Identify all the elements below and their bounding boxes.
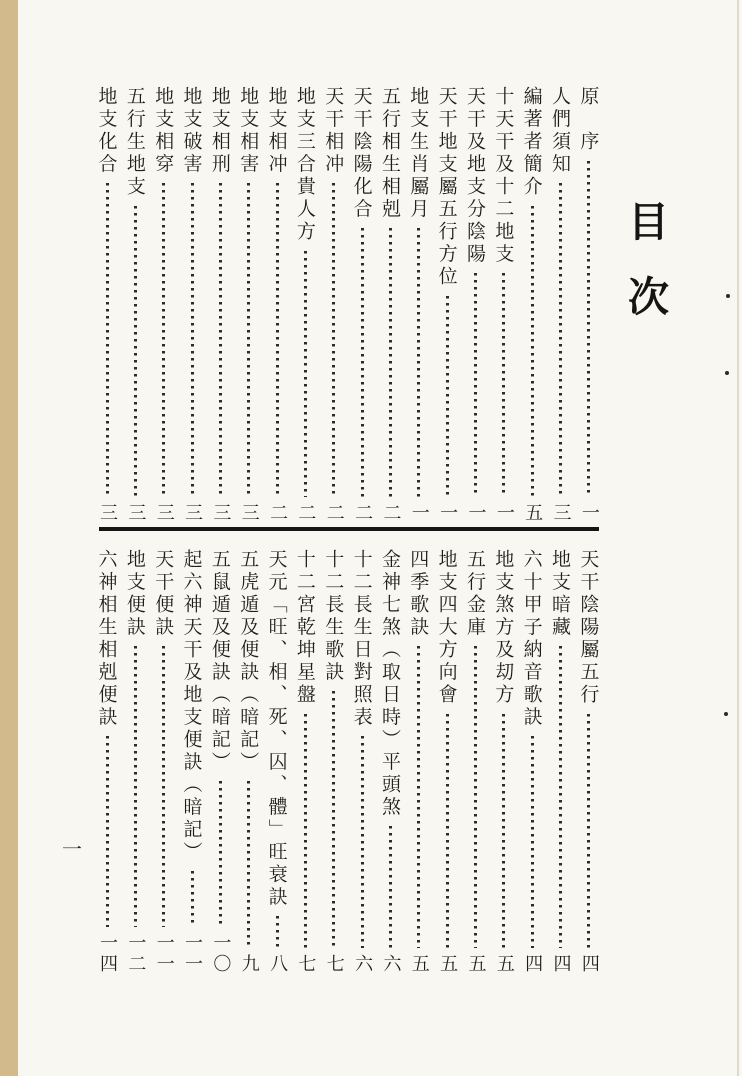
- toc-entry-page-number: 五: [493, 954, 515, 975]
- dotted-leader: [134, 206, 137, 498]
- toc-entry: [576, 549, 602, 975]
- toc-entry-page-number: 三: [238, 503, 260, 524]
- toc-entry-page-number: 五: [408, 954, 430, 975]
- toc-entry-page-number: 三: [550, 503, 572, 524]
- dotted-leader: [502, 273, 505, 497]
- toc-entry-title: 起六神天干及地支便訣（暗記）: [180, 549, 203, 864]
- dotted-leader: [162, 183, 165, 497]
- toc-entry: [94, 86, 120, 524]
- toc-entry: [548, 549, 574, 975]
- dotted-leader: [361, 736, 364, 948]
- toc-entry-title: 地支三合貴人方: [293, 86, 316, 244]
- dotted-leader: [389, 826, 392, 948]
- toc-entry-page-number: 三: [97, 503, 118, 524]
- toc-entry-page-number: 七: [295, 954, 317, 975]
- toc-entry-page-number: 一: [408, 503, 430, 524]
- dotted-leader: [474, 646, 477, 948]
- toc-entry: [377, 86, 403, 524]
- toc-entry-page-number: 二: [380, 503, 402, 524]
- toc-entry-title: 十二長生日對照表: [350, 549, 373, 729]
- toc-block-bottom: [94, 549, 602, 975]
- toc-entry: [264, 549, 290, 975]
- dotted-leader: [219, 183, 222, 497]
- toc-entry-page-number: 一: [437, 503, 459, 524]
- dotted-leader: [247, 183, 250, 497]
- toc-entry: [292, 549, 318, 975]
- toc-entry-page-number: 三: [210, 503, 232, 524]
- toc-entry-page-number: 九: [238, 954, 260, 975]
- dotted-leader: [446, 714, 449, 949]
- toc-entry-title: 五行相生相剋: [378, 86, 401, 221]
- dotted-leader: [531, 206, 534, 498]
- toc-entry-title: 人們須知: [549, 86, 571, 176]
- toc-entry-title: 地支便訣: [123, 549, 146, 639]
- toc-entry: [122, 86, 148, 524]
- toc-entry: [236, 549, 262, 975]
- section-divider-rule: [99, 527, 599, 531]
- toc-entry-title: 天干及地支分陰陽: [463, 86, 486, 266]
- toc-entry-title: 五鼠遁及便訣（暗記）: [208, 549, 231, 774]
- toc-entry: [349, 86, 375, 524]
- toc-entry-title: 十二長生歌訣: [322, 549, 345, 684]
- toc-entry-title: 四季歌訣: [407, 549, 430, 639]
- toc-entry-title: 天干陰陽屬五行: [577, 549, 600, 707]
- toc-entry: [406, 86, 432, 524]
- toc-entry-title: 地支破害: [180, 86, 203, 176]
- toc-entry-title: 五行生地支: [123, 86, 146, 199]
- toc-entry: [434, 549, 460, 975]
- toc-entry: [236, 86, 262, 524]
- page-title: 目次: [621, 200, 669, 350]
- toc-entry-title: 地支相害: [237, 86, 260, 176]
- dotted-leader: [332, 183, 335, 497]
- toc-entry-page-number: 八: [267, 954, 289, 975]
- folio-page-number: 一: [62, 837, 82, 861]
- dotted-leader: [219, 781, 222, 927]
- dotted-leader: [332, 691, 335, 948]
- dotted-leader: [587, 161, 590, 498]
- toc-entry-page-number: 一: [493, 503, 515, 524]
- toc-entry-title: 天干地支屬五行方位: [435, 86, 458, 289]
- dotted-leader: [134, 646, 137, 927]
- toc-entry-page-number: 五: [465, 954, 487, 975]
- toc-entry-title: 地支化合: [95, 86, 118, 176]
- toc-entry-title: 地支相冲: [265, 86, 288, 176]
- dotted-leader: [191, 183, 194, 497]
- toc-entry-page-number: 二: [323, 503, 345, 524]
- toc-entry-page-number: 一二: [125, 933, 147, 975]
- toc-entry: [434, 86, 460, 524]
- toc-entry-page-number: 一一: [182, 933, 204, 975]
- dotted-leader: [587, 714, 590, 949]
- ink-speck: [726, 294, 730, 298]
- toc-entry-title: 編著者簡介: [520, 86, 543, 199]
- toc-entry: [207, 549, 233, 975]
- toc-entry: [179, 86, 205, 524]
- toc-entry-page-number: 六: [352, 954, 374, 975]
- toc-entry-title: 地支生肖屬月: [407, 86, 430, 221]
- dotted-leader: [276, 916, 279, 948]
- toc-entry-page-number: 五: [522, 503, 544, 524]
- toc-entry-page-number: 三: [125, 503, 147, 524]
- toc-entry-title: 地支煞方及刧方: [492, 549, 515, 707]
- toc-entry-title: 金神七煞（取日時）平頭煞: [378, 549, 401, 819]
- dotted-leader: [531, 736, 534, 948]
- toc-entry: [548, 86, 574, 524]
- toc-entry-page-number: 四: [578, 954, 600, 975]
- dotted-leader: [446, 296, 449, 498]
- toc-entry: [151, 549, 177, 975]
- toc-entry: [576, 86, 602, 524]
- toc-entry-title: 六十甲子納音歌訣: [520, 549, 543, 729]
- toc-block-top: [94, 86, 602, 524]
- dotted-leader: [559, 183, 562, 497]
- toc-entry-title: 天干相冲: [322, 86, 345, 176]
- dotted-leader: [474, 273, 477, 497]
- toc-entry: [292, 86, 318, 524]
- toc-entry-title: 地支相刑: [208, 86, 231, 176]
- toc-entry: [349, 549, 375, 975]
- dotted-leader: [162, 646, 165, 927]
- toc-entry: [122, 549, 148, 975]
- toc-entry-page-number: 一: [465, 503, 487, 524]
- toc-entry: [519, 86, 545, 524]
- ink-speck: [724, 712, 728, 716]
- toc-entry-title: 天元「旺、相、死、囚、體」旺衰訣: [265, 549, 288, 909]
- toc-entry: [491, 86, 517, 524]
- toc-entry-title: 地支相穿: [152, 86, 175, 176]
- dotted-leader: [106, 183, 109, 497]
- toc-entry-page-number: 六: [380, 954, 402, 975]
- toc-entry: [406, 549, 432, 975]
- dotted-leader: [304, 251, 307, 498]
- dotted-leader: [417, 646, 420, 948]
- toc-entry-page-number: 三: [182, 503, 204, 524]
- dotted-leader: [191, 871, 194, 927]
- toc-entry-title: 地支四大方向會: [435, 549, 458, 707]
- toc-entry: [179, 549, 205, 975]
- toc-entry-title: 十天干及十二地支: [492, 86, 515, 266]
- toc-entry: [94, 549, 120, 975]
- toc-entry-page-number: 二: [352, 503, 374, 524]
- toc-entry-title: 原 序: [577, 86, 600, 154]
- dotted-leader: [106, 736, 109, 927]
- toc-entry-title: 地支暗藏: [549, 549, 571, 639]
- book-spine-edge: [0, 0, 18, 1076]
- dotted-leader: [559, 646, 562, 948]
- toc-entry-page-number: 四: [550, 954, 572, 975]
- toc-entry-page-number: 一四: [97, 933, 118, 975]
- toc-entry: [321, 86, 347, 524]
- dotted-leader: [247, 781, 250, 948]
- toc-entry-title: 六神相生相剋便訣: [95, 549, 118, 729]
- toc-entry-page-number: 五: [437, 954, 459, 975]
- toc-entry-title: 十二宮乾坤星盤: [293, 549, 316, 707]
- toc-entry-page-number: 一〇: [210, 933, 232, 975]
- dotted-leader: [389, 228, 392, 497]
- toc-entry: [321, 549, 347, 975]
- toc-entry: [207, 86, 233, 524]
- toc-entry-title: 五行金庫: [463, 549, 486, 639]
- dotted-leader: [417, 228, 420, 497]
- dotted-leader: [276, 183, 279, 497]
- toc-entry: [519, 549, 545, 975]
- toc-entry: [151, 86, 177, 524]
- toc-entry: [462, 86, 488, 524]
- toc-entry-page-number: 二: [295, 503, 317, 524]
- toc-entry-page-number: 一: [578, 503, 600, 524]
- toc-entry-title: 五虎遁及便訣（暗記）: [237, 549, 260, 774]
- toc-entry-page-number: 一一: [153, 933, 175, 975]
- dotted-leader: [304, 714, 307, 949]
- dotted-leader: [361, 228, 364, 497]
- toc-entry-title: 天干便訣: [152, 549, 175, 639]
- toc-entry: [264, 86, 290, 524]
- page-edge-shadow: [737, 0, 739, 1076]
- toc-entry: [491, 549, 517, 975]
- toc-entry-title: 天干陰陽化合: [350, 86, 373, 221]
- ink-speck: [725, 371, 729, 375]
- toc-entry-page-number: 二: [267, 503, 289, 524]
- toc-entry-page-number: 四: [522, 954, 544, 975]
- toc-entry-page-number: 三: [153, 503, 175, 524]
- toc-entry: [462, 549, 488, 975]
- dotted-leader: [502, 714, 505, 949]
- toc-entry-page-number: 七: [323, 954, 345, 975]
- toc-entry: [377, 549, 403, 975]
